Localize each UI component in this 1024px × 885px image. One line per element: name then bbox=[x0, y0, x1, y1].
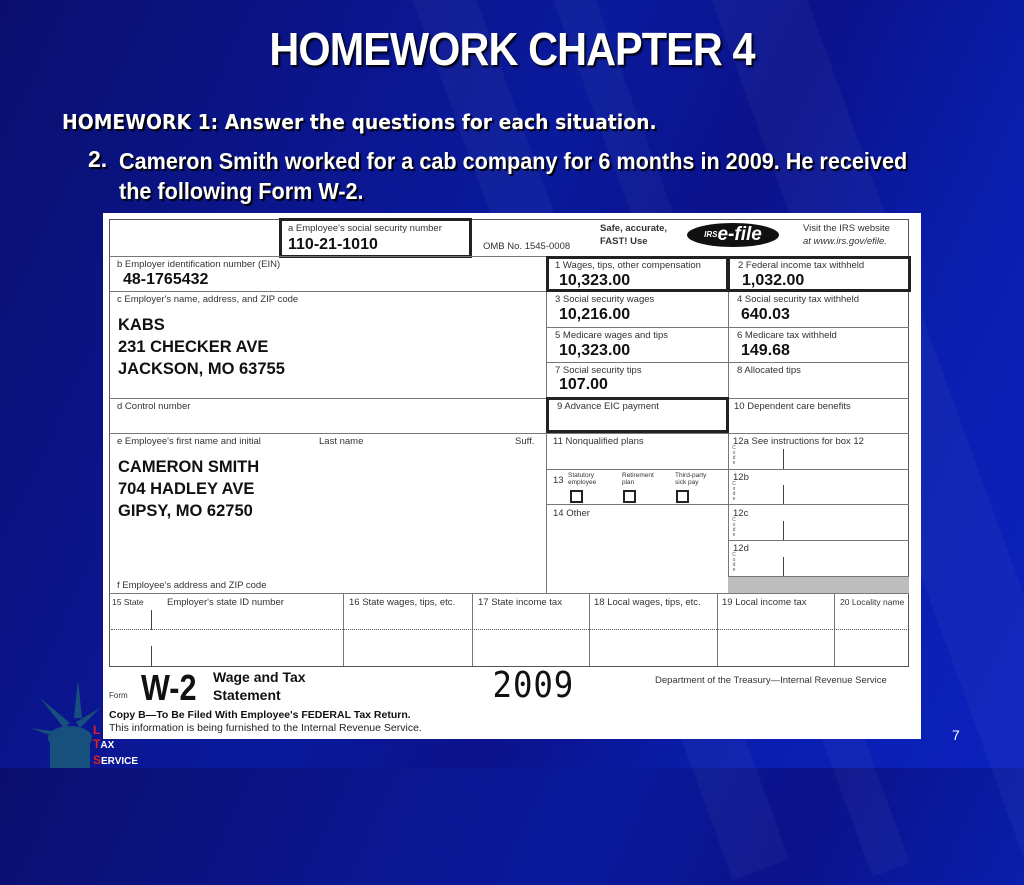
box-15-id-label: Employer's state ID number bbox=[167, 597, 284, 608]
slide-title: HOMEWORK CHAPTER 4 bbox=[269, 23, 755, 75]
box-12b-label: 12b bbox=[733, 472, 749, 483]
shaded-area bbox=[728, 576, 909, 593]
statue-of-liberty-logo-icon bbox=[30, 678, 100, 768]
omb-number: OMB No. 1545-0008 bbox=[483, 241, 571, 252]
retirement-plan-checkbox[interactable] bbox=[623, 490, 636, 503]
question-text: Cameron Smith worked for a cab company for 6 months in 2009. He received the following Form W-2. bbox=[119, 148, 908, 204]
form-name-w2: W-2 bbox=[141, 667, 197, 708]
form-title-1: Wage and Tax bbox=[213, 669, 306, 685]
box-12c-code-label: C o d e bbox=[732, 517, 736, 538]
box-19-label: 19 Local income tax bbox=[722, 597, 807, 608]
box-12a-label: 12a See instructions for box 12 bbox=[733, 436, 864, 447]
w2-form bbox=[103, 213, 921, 739]
box-e-last-name-label: Last name bbox=[319, 436, 364, 447]
logo-line-1: L bbox=[93, 723, 101, 737]
box-b-value: 48-1765432 bbox=[123, 271, 209, 288]
box-17-label: 17 State income tax bbox=[478, 597, 562, 608]
box-2-label: 2 Federal income tax withheld bbox=[738, 260, 865, 271]
box-7-label: 7 Social security tips bbox=[555, 365, 642, 376]
question-number: 2. bbox=[88, 146, 108, 172]
box-9-eic bbox=[546, 397, 729, 433]
box-18-label: 18 Local wages, tips, etc. bbox=[594, 597, 701, 608]
box-12c-label: 12c bbox=[733, 508, 749, 519]
employer-street: 231 CHECKER AVE bbox=[118, 338, 269, 356]
irs-efile-logo: $^{IRS}$e-file bbox=[687, 223, 779, 247]
box-11-label: 11 Nonqualified plans bbox=[553, 436, 644, 447]
efile-text-1: Safe, accurate, bbox=[600, 223, 668, 234]
logo-ervice: ERVICE bbox=[101, 756, 139, 767]
box-a-value: 110-21-1010 bbox=[288, 236, 378, 253]
box-5-label: 5 Medicare wages and tips bbox=[555, 330, 669, 341]
box-14-label: 14 Other bbox=[553, 508, 590, 519]
ltax-service-logo bbox=[93, 723, 138, 769]
box-d-label: d Control number bbox=[117, 401, 191, 412]
employer-name: KABS bbox=[118, 316, 165, 334]
employer-city: JACKSON, MO 63755 bbox=[118, 360, 285, 378]
statutory-employee-label: Statutory employee bbox=[568, 472, 597, 486]
box-10-label: 10 Dependent care benefits bbox=[734, 401, 851, 412]
info-line: This information is being furnished to the Internal Revenue Service. bbox=[109, 722, 422, 734]
tax-year: 2009 bbox=[492, 665, 575, 706]
employer-address bbox=[118, 314, 285, 380]
employee-street: 704 HADLEY AVE bbox=[118, 480, 255, 498]
employee-name: CAMERON SMITH bbox=[118, 458, 260, 476]
box-3-label: 3 Social security wages bbox=[555, 294, 655, 305]
box-1-wages bbox=[546, 256, 729, 292]
box-4-value: 640.03 bbox=[741, 306, 790, 323]
box-5-value: 10,323.00 bbox=[559, 342, 631, 359]
employee-city: GIPSY, MO 62750 bbox=[118, 502, 253, 520]
logo-t: T bbox=[93, 737, 101, 751]
retirement-plan-label: Retirement plan bbox=[622, 472, 654, 486]
box-16-label: 16 State wages, tips, etc. bbox=[349, 597, 456, 608]
box-2-federal-tax bbox=[727, 256, 911, 292]
department-label: Department of the Treasury—Internal Revenue Service bbox=[655, 675, 887, 686]
efile-text-2: FAST! Use bbox=[600, 236, 648, 247]
box-12b-code-label: C o d e bbox=[732, 481, 736, 502]
form-title-2: Statement bbox=[213, 687, 281, 703]
box-12a-code-label: C o d e bbox=[732, 445, 736, 466]
box-e-label: e Employee's first name and initial bbox=[117, 436, 261, 447]
statutory-employee-checkbox[interactable] bbox=[570, 490, 583, 503]
box-2-value: 1,032.00 bbox=[742, 272, 805, 289]
box-20-label: 20 Locality name bbox=[840, 597, 905, 607]
box-6-value: 149.68 bbox=[741, 342, 790, 359]
form-word: Form bbox=[109, 691, 128, 700]
copy-b-line: Copy B—To Be Filed With Employee's FEDERAL Tax Return. bbox=[109, 709, 411, 721]
logo-s: S bbox=[93, 753, 102, 767]
homework-heading: HOMEWORK 1: Answer the questions for each situation. bbox=[62, 110, 657, 134]
third-party-sick-pay-label: Third-party sick pay bbox=[675, 472, 707, 486]
box-4-label: 4 Social security tax withheld bbox=[737, 294, 859, 305]
box-6-label: 6 Medicare tax withheld bbox=[737, 330, 837, 341]
box-15-state-label: 15 State bbox=[112, 597, 144, 607]
box-f-label: f Employee's address and ZIP code bbox=[117, 580, 267, 591]
box-9-label: 9 Advance EIC payment bbox=[557, 401, 659, 412]
box-13-label: 13 bbox=[553, 475, 564, 486]
employee-address bbox=[118, 456, 259, 522]
box-1-label: 1 Wages, tips, other compensation bbox=[555, 260, 701, 271]
box-3-value: 10,216.00 bbox=[559, 306, 631, 323]
box-12d-label: 12d bbox=[733, 543, 749, 554]
box-1-value: 10,323.00 bbox=[559, 272, 631, 289]
box-8-label: 8 Allocated tips bbox=[737, 365, 801, 376]
third-party-sick-pay-checkbox[interactable] bbox=[676, 490, 689, 503]
box-e-suffix-label: Suff. bbox=[515, 436, 535, 447]
efile-visit-1: Visit the IRS website bbox=[803, 223, 890, 234]
box-12d-code-label: C o d e bbox=[732, 552, 736, 573]
box-a-ssn bbox=[279, 218, 472, 258]
box-a-label: a Employee's social security number bbox=[288, 223, 442, 234]
box-b-label: b Employer identification number (EIN) bbox=[117, 259, 281, 270]
logo-ax: AX bbox=[100, 740, 115, 751]
page-number: 7 bbox=[952, 727, 960, 743]
box-7-value: 107.00 bbox=[559, 376, 608, 393]
box-c-label: c Employer's name, address, and ZIP code bbox=[117, 294, 299, 305]
efile-visit-2: at www.irs.gov/efile. bbox=[803, 236, 887, 247]
